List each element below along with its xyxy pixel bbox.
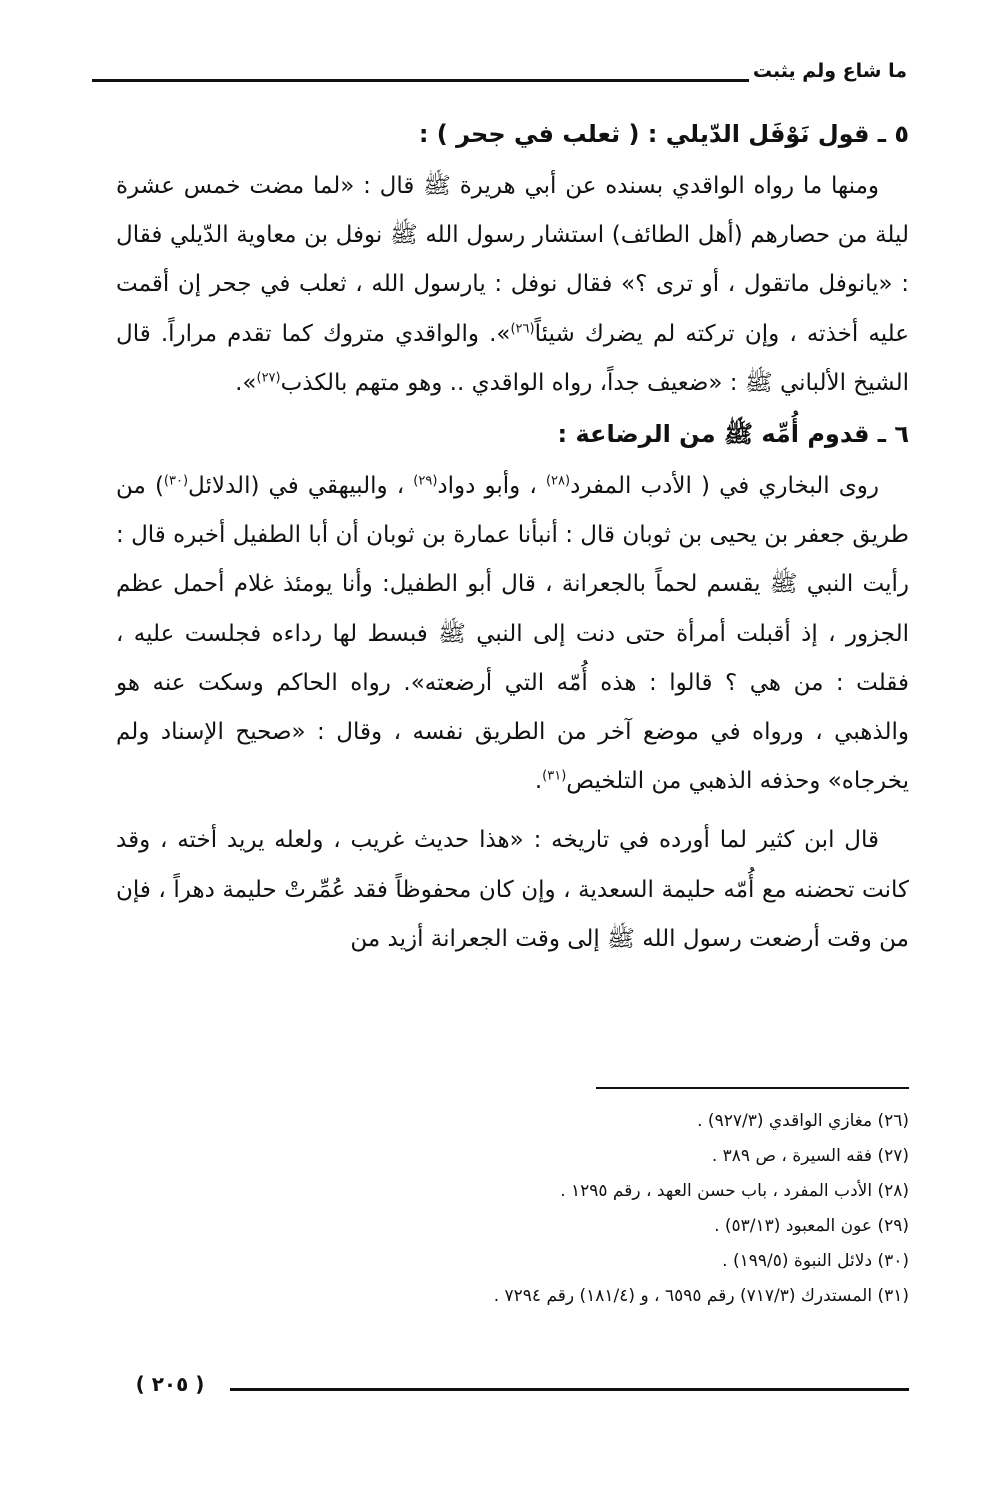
footnotes <box>300 1104 909 1314</box>
footnote: (٢٩) عون المعبود (٥٣/١٣) . <box>714 1216 909 1236</box>
paragraph: ومنها ما رواه الواقدي بسنده عن أبي هريرة ﷺ قال : «لما مضت خمس عشرة ليلة من حصارهم (أهل الطائف) استشار رسول الله ﷺ نوفل بن معاوية الدّيلي فقال : «يانوفل ماتقول ، أو ترى ؟» فقال نوفل : يارسول الله ، ثعلب في جحر إن أقمت عليه أخذته ، وإن تركته لم يضرك شيئاً$^{(٢٦)}$». والواقدي متروك كما تقدم مراراً. قال الشيخ الألباني ﷺ : «ضعيف جداً، رواه الواقدي .. وهو متهم بالكذب$^{(٢٧)}$». <box>116 173 909 396</box>
page-footer <box>122 1372 909 1406</box>
footnote-ref: (٢٩) <box>413 473 438 489</box>
main-text <box>116 108 909 964</box>
section-heading-6: ٦ ـ قدوم أُمِّه ﷺ من الرضاعة : <box>557 420 909 449</box>
footnote-ref: (٣١) <box>542 768 567 784</box>
running-header <box>92 58 907 94</box>
footnote: (٢٨) الأدب المفرد ، باب حسن العهد ، رقم ١٢٩٥ . <box>560 1181 909 1201</box>
footer-rule <box>230 1388 909 1391</box>
footnote: (٢٧) فقه السيرة ، ص ٣٨٩ . <box>711 1146 909 1166</box>
footnote: (٣٠) دلائل النبوة (١٩٩/٥) . <box>722 1251 909 1271</box>
footnote: (٣١) المستدرك (٧١٧/٣) رقم ٦٥٩٥ ، و (١٨١/٤) رقم ٧٢٩٤ . <box>493 1286 909 1306</box>
footnote-separator <box>596 1087 909 1089</box>
section-heading-5: ٥ ـ قول نَوْفَل الدّيلي : ( ثعلب في جحر ) : <box>418 120 909 148</box>
paragraph: قال ابن كثير لما أورده في تاريخه : «هذا حديث غريب ، ولعله يريد أخته ، وقد كانت تحضنه مع أُمّه حليمة السعدية ، وإن كان محفوظاً فقد عُمِّرتْ حليمة دهراً ، فإن من وقت أرضعت رسول الله ﷺ إلى وقت الجعرانة أزيد من <box>116 827 909 952</box>
header-rule <box>92 79 749 82</box>
paragraph: روى البخاري في ( الأدب المفرد$^{(٢٨)}$ ، وأبو دواد$^{(٢٩)}$ ، والبيهقي في (الدلائل$^{(٣٠)}$) من طريق جعفر بن يحيى بن ثوبان قال : أنبأنا عمارة بن ثوبان أن أبا الطفيل أخبره قال : رأيت النبي ﷺ يقسم لحماً بالجعرانة ، قال أبو الطفيل: وأنا يومئذ غلام أحمل عظم الجزور ، إذ أقبلت أمرأة حتى دنت إلى النبي ﷺ فبسط لها رداءه فجلست عليه ، فقلت : من هي ؟ قالوا : هذه أُمّه التي أرضعته». رواه الحاكم وسكت عنه هو والذهبي ، ورواه في موضع آخر من الطريق نفسه ، وقال : «صحيح الإسناد ولم يخرجاه» وحذفه الذهبي من التلخيص$^{(٣١)}$. <box>116 473 909 795</box>
footnote-ref: (٣٠) <box>163 473 189 489</box>
footnote-ref: (٢٨) <box>545 473 571 489</box>
footnote-ref: (٢٧) <box>256 370 281 386</box>
running-title: ما شاع ولم يثبت <box>752 60 907 82</box>
footnote-ref: (٢٦) <box>510 320 535 336</box>
page-number: ( ٢٠٥ ) <box>135 1372 205 1396</box>
footnote: (٢٦) مغازي الواقدي (٩٢٧/٣) . <box>697 1111 909 1131</box>
